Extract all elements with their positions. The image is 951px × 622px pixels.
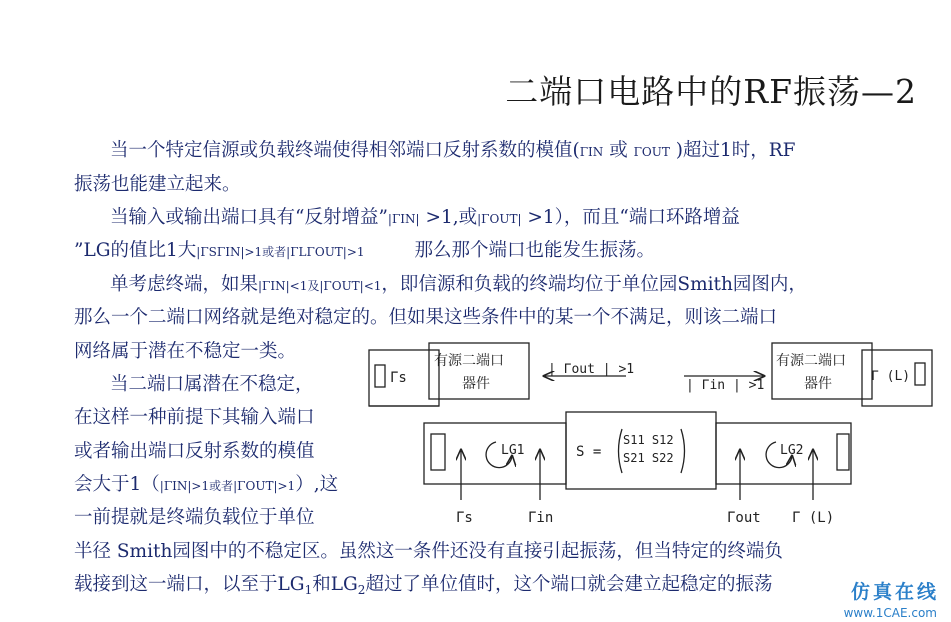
right-device-label-1: 有源二端口 [776,353,846,369]
gamma-out-abs: |ΓOUT| [477,212,522,226]
s-matrix-row-2: S21 S22 [623,451,674,465]
paragraph-1-line-1: 当一个特定信源或负载终端使得相邻端口反射系数的模值(ΓIN 或 ΓOUT )超过1时，RF [110,140,796,161]
bottom-gamma-out-label: Γout [727,510,761,526]
paragraph-2-line-1: 当输入或输出端口具有“反射增益”|ΓIN| >1,或|ΓOUT| >1），而且“端口环路增益 [110,207,740,228]
paragraph-4-line-1: 当二端口属潜在不稳定， [110,374,314,395]
instability-condition: |ΓIN|>1或者|ΓOUT|>1 [159,479,296,493]
paragraph-4-line-3: 或者输出端口反射系数的模值 [74,441,315,462]
watermark-text: 仿真在线 [850,581,939,603]
left-device-label-1: 有源二端口 [434,353,504,369]
lg1-label: LG1 [501,443,525,458]
paragraph-3-line-3: 网络属于潜在不稳定一类。 [74,341,297,362]
gamma-l-label: Γ (L) [871,369,911,384]
s-label: S = [576,444,602,460]
s-matrix-row-1: S11 S12 [623,433,674,447]
paragraph-3-line-2: 那么一个二端口网络就是绝对稳定的。但如果这些条件中的某一个不满足，则该二端口 [74,307,778,328]
gamma-in-abs: |ΓIN| [387,212,420,226]
bottom-source-resistor [431,434,445,470]
source-resistor [375,365,385,387]
right-device-label-2: 器件 [804,376,832,392]
paragraph-5-line-2: 载接到这一端口，以至于$LG_1$和$LG_2$超过了单位值时，这个端口就会建立起稳定的振荡 [74,574,773,597]
bottom-gamma-in-label: Γin [528,510,554,526]
gamma-out-symbol: ΓOUT [633,145,670,159]
two-port-oscillation-diagram [364,338,951,534]
bottom-load-resistor [837,434,849,470]
gamma-in-symbol: ΓIN [579,145,604,159]
paragraph-4-line-5: 一前提就是终端负载位于单位 [74,507,315,528]
watermark-url: www.1CAE.com [843,606,937,620]
paragraph-4-line-4: 会大于1（|ΓIN|>1或者|ΓOUT|>1）,这 [74,474,339,495]
paragraph-4-line-2: 在这样一种前提下其输入端口 [74,407,315,428]
bottom-gamma-s-label: Γs [456,510,473,526]
left-device-label-2: 器件 [462,376,490,392]
gamma-s-label: Γs [390,370,407,386]
stability-condition: |ΓIN|<1及|ΓOUT|<1 [258,279,382,293]
lg2-label: LG2 [780,443,804,458]
paragraph-5-line-1: 半径 Smith园图中的不稳定区。虽然这一条件还没有直接引起振荡，但当特定的终端负 [74,541,783,562]
paragraph-1-line-2: 振荡也能建立起来。 [74,174,241,195]
page-title: 二端口电路中的RF振荡—2 [505,72,917,111]
paragraph-3-line-1: 单考虑终端，如果|ΓIN|<1及|ΓOUT|<1，即信源和负载的终端均位于单位园Smith园图内， [110,274,807,295]
load-resistor [915,363,925,385]
loop-gain-condition: |ΓSΓIN|>1或者|ΓLΓOUT|>1 [196,245,365,259]
gamma-in-gt1-label: | Γin | >1 [686,378,765,393]
paragraph-2-line-2: ”LG的值比1大|ΓSΓIN|>1或者|ΓLΓOUT|>1 那么那个端口也能发生振荡。 [74,240,656,261]
bottom-gamma-l-label: Γ (L) [792,510,835,526]
gamma-out-gt1-label: | Γout | >1 [548,362,635,377]
